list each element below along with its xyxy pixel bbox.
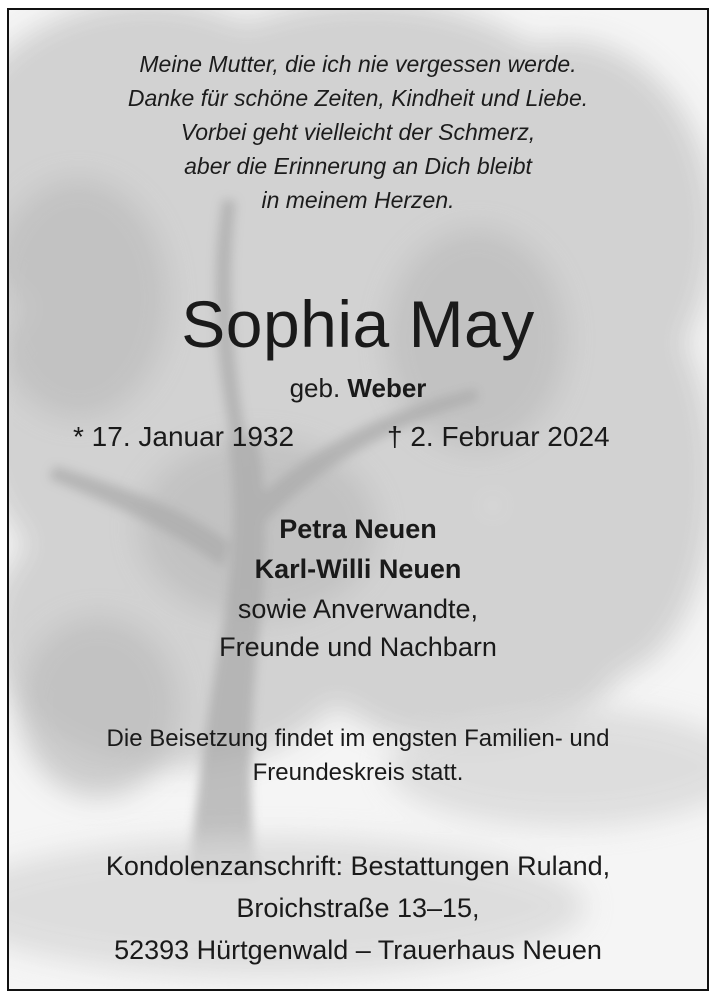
verse-line-5: in meinem Herzen. bbox=[261, 187, 455, 213]
obituary-frame bbox=[7, 8, 709, 991]
obituary-content bbox=[9, 10, 707, 989]
birth-name-prefix: geb. bbox=[289, 373, 341, 403]
condolence-address-line-2: Broichstraße 13–15, bbox=[236, 893, 480, 923]
condolence-address-line-1: Kondolenzanschrift: Bestattungen Ruland, bbox=[105, 851, 611, 881]
birth-date: * 17. Januar 1932 bbox=[73, 421, 295, 452]
condolence-address-line-3: 52393 Hürtgenwald – Trauerhaus Neuen bbox=[114, 935, 602, 965]
funeral-notice-line-1: Die Beisetzung findet im engsten Familien- und bbox=[106, 725, 610, 752]
deceased-name: Sophia May bbox=[181, 287, 535, 361]
mourner-name-2: Karl-Willi Neuen bbox=[254, 554, 462, 584]
life-dates bbox=[9, 420, 707, 454]
death-date: † 2. Februar 2024 bbox=[387, 421, 610, 452]
mourner-name-1: Petra Neuen bbox=[279, 514, 437, 544]
mourner-others-2: Freunde und Nachbarn bbox=[219, 632, 497, 662]
verse-line-3: Vorbei geht vielleicht der Schmerz, bbox=[180, 119, 536, 145]
verse-line-1: Meine Mutter, die ich nie vergessen werde. bbox=[139, 51, 577, 77]
verse-line-2: Danke für schöne Zeiten, Kindheit und Liebe. bbox=[127, 85, 589, 111]
birth-name-value: Weber bbox=[347, 373, 427, 403]
verse-line-4: aber die Erinnerung an Dich bleibt bbox=[184, 153, 532, 179]
funeral-notice-line-2: Freundeskreis statt. bbox=[252, 759, 464, 786]
birth-name bbox=[9, 372, 707, 404]
mourner-others-1: sowie Anverwandte, bbox=[237, 594, 479, 624]
